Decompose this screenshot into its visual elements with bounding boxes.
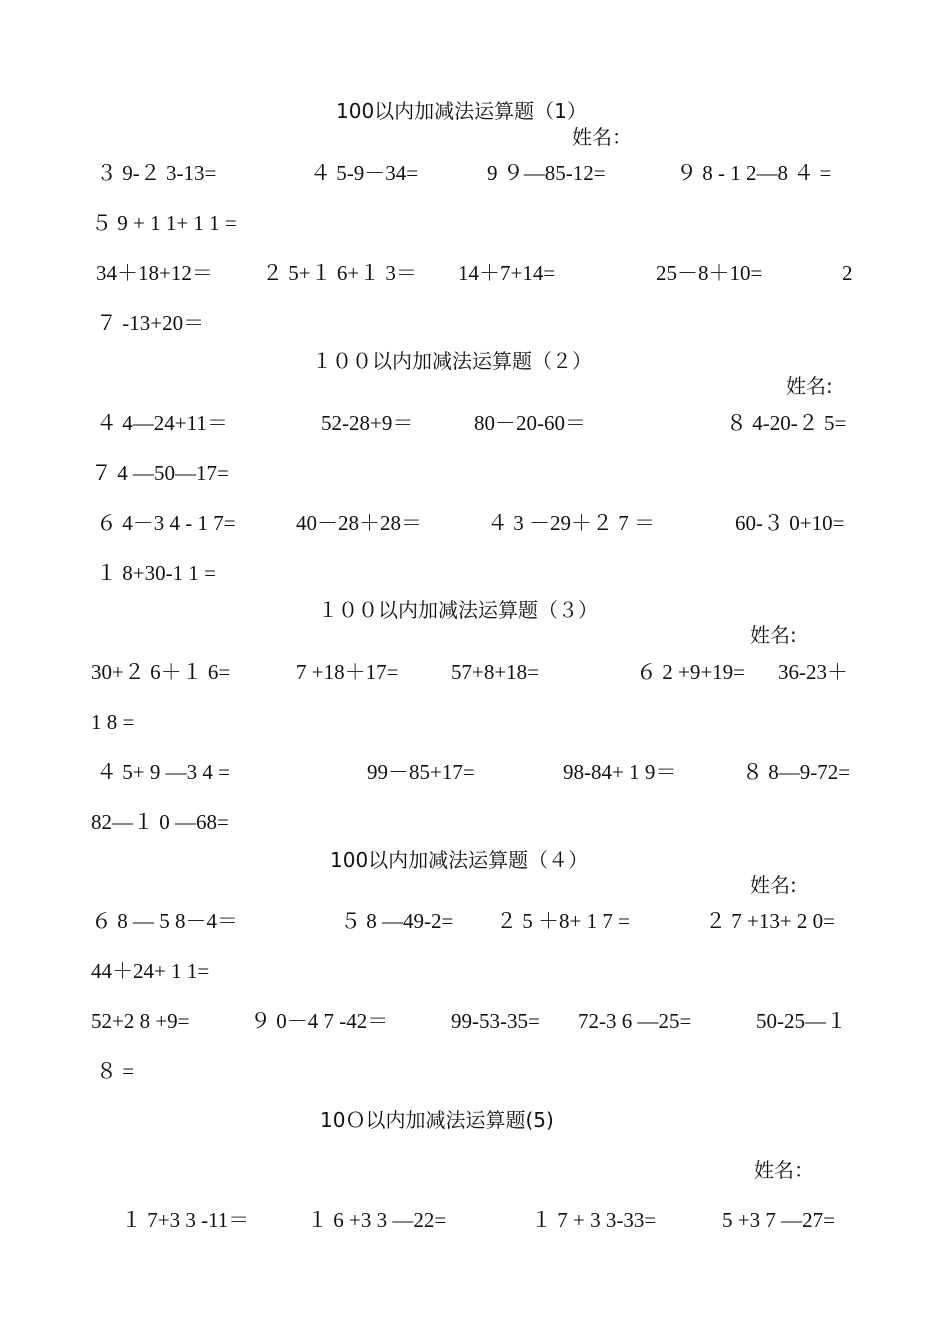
math-problem: ２ 5 ＋8+ 1 7 = [496, 909, 630, 933]
math-problem: 52-28+9＝ [321, 411, 414, 435]
name-label: 姓名： [754, 1158, 814, 1182]
math-problem: 52+2 8 +9= [91, 1009, 190, 1033]
math-problem: 99-53-35= [451, 1009, 540, 1033]
section-title: 10Ｏ以内加减法运算题(5) [320, 1108, 554, 1132]
math-problem: ８ = [96, 1059, 135, 1083]
math-problem: ４ 3 －29＋２ 7 ＝ [487, 511, 655, 535]
math-problem: ６ 4－3 4 - 1 7= [96, 511, 236, 535]
math-problem: 7 +18＋17= [296, 660, 399, 684]
math-problem: 30+２ 6＋１ 6= [91, 660, 231, 684]
name-label: 姓名: [750, 873, 797, 897]
section-title: １００以内加减法运算题（２） [312, 349, 592, 373]
math-problem: ５ 9 + 1 1+ 1 1 = [91, 211, 237, 235]
math-problem: 36-23＋ [778, 660, 848, 684]
math-problem: ６ 8 — 5 8－4＝ [91, 909, 238, 933]
math-problem: 5 +3 7 —27= [722, 1208, 835, 1232]
math-problem: 25－8＋10= [656, 261, 763, 285]
math-problem: １ 7 + 3 3-33= [531, 1208, 657, 1232]
math-problem: １ 6 +3 3 —22= [307, 1208, 447, 1232]
section-title: 100以内加减法运算题（1） [336, 99, 587, 123]
math-problem: 9 ９—85-12= [487, 161, 606, 185]
math-problem: ９ 0－4 7 -42＝ [250, 1009, 389, 1033]
name-label: 姓名： [572, 125, 632, 149]
section-title: 100以内加减法运算题（４） [330, 848, 589, 872]
math-problem: 40－28＋28＝ [296, 511, 422, 535]
math-problem: 34＋18+12＝ [96, 261, 213, 285]
math-problem: ８ 8—9-72= [742, 760, 851, 784]
math-problem: 72-3 6 —25= [578, 1009, 692, 1033]
math-problem: 50-25—１ [756, 1009, 847, 1033]
math-problem: 98-84+ 1 9＝ [563, 760, 677, 784]
math-problem: 60-３ 0+10= [735, 511, 845, 535]
math-problem: ８ 4-20-２ 5= [726, 411, 847, 435]
math-problem: ７ 4 —50—17= [91, 461, 229, 485]
math-problem: 82—１ 0 —68= [91, 810, 229, 834]
math-problem: 57+8+18= [451, 660, 540, 684]
math-problem: ４ 5+ 9 —3 4 = [96, 760, 230, 784]
math-problem: ４ 4—24+11＝ [96, 411, 228, 435]
math-problem: 99－85+17= [367, 760, 475, 784]
math-problem: 80－20-60＝ [474, 411, 586, 435]
math-problem: 2 [842, 261, 853, 285]
math-problem: ３ 9-２ 3-13= [96, 161, 217, 185]
math-problem: １ 7+3 3 -11＝ [121, 1208, 250, 1232]
math-problem: ９ 8 - 1 2—8 ４ = [676, 161, 832, 185]
math-problem: ７ -13+20＝ [96, 311, 205, 335]
math-problem: ５ 8 —49-2= [340, 909, 454, 933]
math-problem: 1 8 = [91, 710, 135, 734]
math-problem: ２ 5+１ 6+１ 3＝ [262, 261, 417, 285]
section-title: １００以内加减法运算题（３） [318, 598, 598, 622]
math-problem: ２ 7 +13+ 2 0= [705, 909, 836, 933]
name-label: 姓名: [750, 623, 797, 647]
math-problem: 44＋24+ 1 1= [91, 959, 210, 983]
math-problem: ６ 2 +9+19= [636, 660, 746, 684]
math-problem: １ 8+30-1 1 = [96, 561, 216, 585]
name-label: 姓名: [786, 374, 833, 398]
math-problem: ４ 5-9－34= [310, 161, 419, 185]
math-problem: 14＋7+14= [458, 261, 556, 285]
